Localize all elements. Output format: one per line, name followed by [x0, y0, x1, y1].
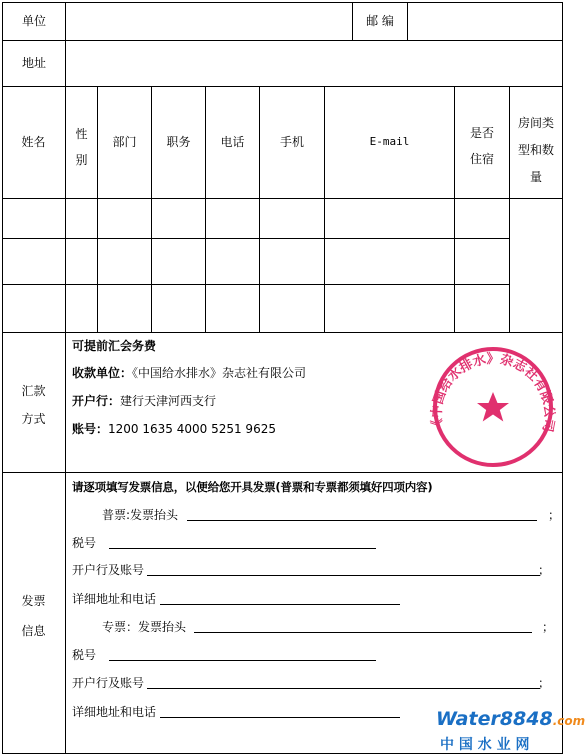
col-header-room	[510, 110, 562, 191]
semicolon: ；	[542, 620, 555, 634]
col-divider	[65, 2, 66, 754]
address-phone-field[interactable]	[160, 717, 400, 718]
bank-account-label: 开户行及账号	[72, 563, 145, 577]
account-label: 账号：	[72, 422, 109, 436]
semicolon: ；	[538, 676, 551, 690]
col-divider	[97, 86, 98, 332]
col-header-mobile: 手机	[279, 135, 304, 149]
invoice-label	[2, 586, 65, 646]
row-divider	[2, 238, 509, 239]
col-divider	[205, 86, 206, 332]
col-divider	[324, 86, 325, 332]
payee-line	[72, 365, 306, 381]
company-seal	[423, 340, 563, 470]
col-header-email: E-mail	[369, 135, 410, 148]
col-header-lodging	[455, 120, 509, 172]
account-value: 1200 1635 4000 5251 9625	[108, 422, 276, 436]
bank-account-field[interactable]	[147, 688, 540, 689]
address-phone-label: 详细地址和电话	[72, 705, 157, 719]
invoice-instruction: 请逐项填写发票信息，以便给您开具发票(普票和专票都须填好四项内容)	[72, 480, 433, 494]
payment-label-line2: 方式	[21, 412, 46, 426]
tax-number-label: 税号	[72, 536, 97, 550]
col-header-gender	[66, 121, 97, 173]
row-divider	[2, 284, 509, 285]
col-header-gender-line2: 别	[75, 153, 88, 167]
advance-payment-note: 可提前汇会务费	[72, 339, 157, 353]
bank-account-label: 开户行及账号	[72, 676, 145, 690]
postcode-field[interactable]	[408, 3, 562, 40]
unit-label: 单位	[22, 14, 47, 28]
semicolon: ；	[548, 508, 561, 522]
col-header-lodging-line1: 是否	[469, 126, 494, 140]
row-divider	[2, 86, 563, 87]
col-header-gender-line1: 性	[75, 127, 88, 141]
bank-value: 建行天津河西支行	[120, 394, 217, 408]
row-divider	[2, 198, 563, 199]
payee-value: 《中国给水排水》杂志社有限公司	[132, 366, 307, 380]
bank-label: 开户行：	[72, 394, 121, 408]
normal-invoice-title-field[interactable]	[187, 520, 537, 521]
col-header-room-line2: 型和数	[517, 143, 554, 157]
normal-invoice-title-label: 普票:发票抬头	[102, 508, 179, 522]
postcode-label: 邮 编	[366, 14, 394, 28]
row-divider	[2, 332, 563, 333]
invoice-label-line1: 发票	[21, 594, 46, 608]
row-divider	[2, 472, 563, 473]
seal-text: 《中国给水排水》杂志社有限公司	[429, 352, 557, 434]
payee-label: 收款单位：	[72, 366, 133, 380]
col-header-name: 姓名	[21, 135, 46, 149]
special-invoice-title-field[interactable]	[194, 632, 532, 633]
account-line	[72, 421, 276, 437]
col-header-department: 部门	[112, 135, 137, 149]
col-divider	[259, 86, 260, 332]
bank-account-field[interactable]	[147, 575, 540, 576]
col-header-position: 职务	[166, 135, 191, 149]
col-divider	[151, 86, 152, 332]
col-header-room-line3: 量	[529, 170, 542, 184]
watermark-domain: .com	[552, 714, 585, 728]
seal-star-icon	[477, 392, 509, 422]
payment-label	[2, 377, 65, 433]
tax-number-field[interactable]	[109, 548, 376, 549]
address-label: 地址	[22, 56, 47, 70]
col-header-phone: 电话	[220, 135, 245, 149]
address-phone-label: 详细地址和电话	[72, 592, 157, 606]
semicolon: ；	[538, 563, 551, 577]
col-header-lodging-line2: 住宿	[469, 152, 494, 166]
special-invoice-title-label: 专票：发票抬头	[102, 620, 187, 634]
tax-number-field[interactable]	[109, 660, 376, 661]
tax-number-label: 税号	[72, 648, 97, 662]
invoice-label-line2: 信息	[21, 624, 46, 638]
watermark-logo	[436, 708, 585, 754]
address-phone-field[interactable]	[160, 604, 400, 605]
watermark-brand	[436, 708, 585, 730]
address-field[interactable]	[66, 41, 562, 86]
payment-label-line1: 汇款	[21, 384, 46, 398]
watermark-cn: 中 国 水 业 网	[440, 737, 530, 753]
watermark-brand-text: Water8848	[436, 708, 553, 730]
col-header-room-line1: 房间类	[517, 116, 554, 130]
unit-field[interactable]	[66, 3, 352, 40]
bank-line	[72, 393, 216, 409]
